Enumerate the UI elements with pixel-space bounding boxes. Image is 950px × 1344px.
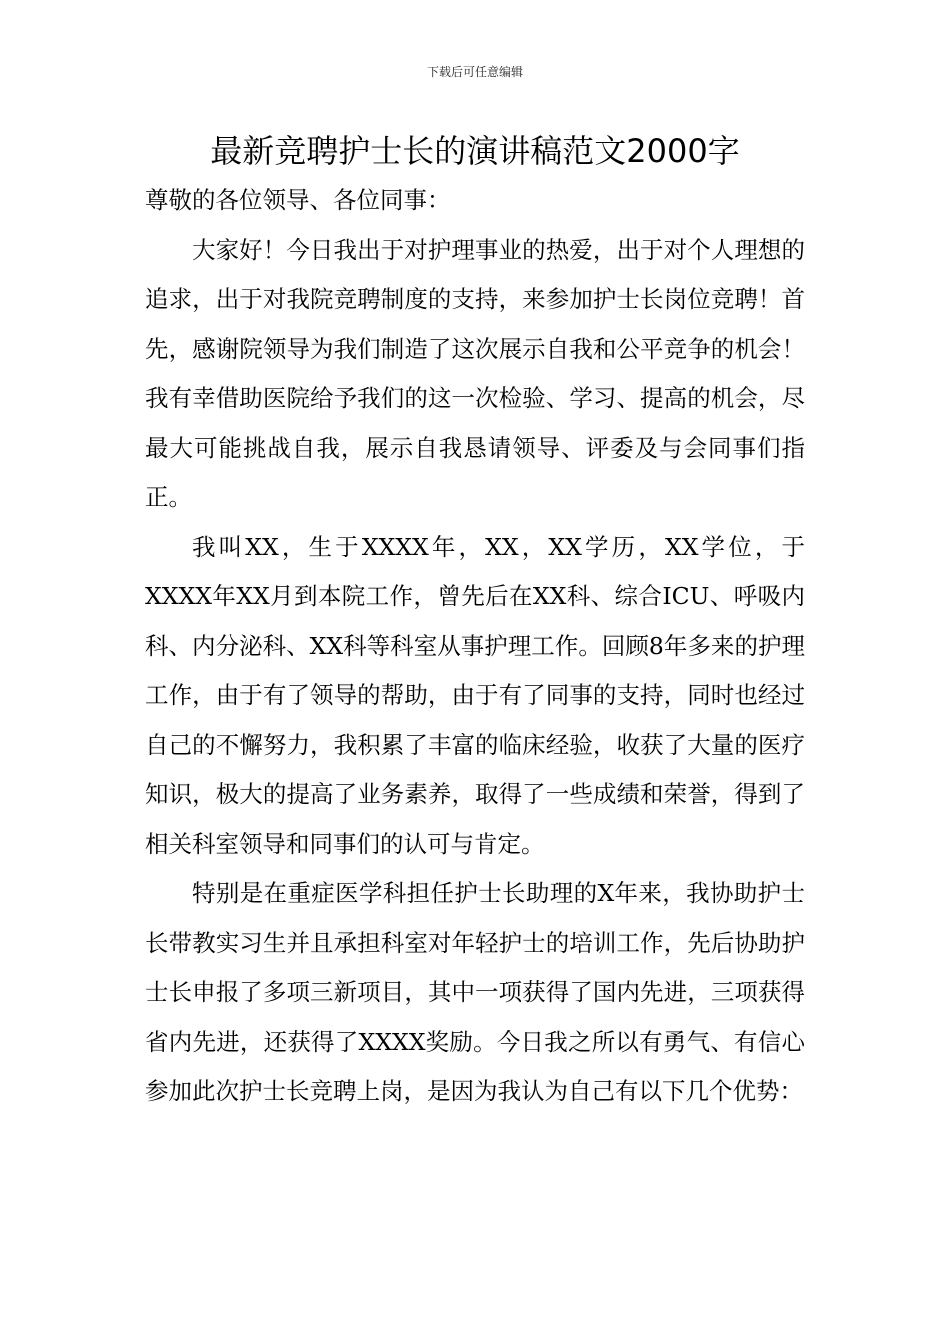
document-title: 最新竞聘护士长的演讲稿范文2000字: [210, 132, 740, 170]
salutation: 尊敬的各位领导、各位同事：: [145, 186, 451, 214]
header-note: 下载后可任意编辑: [426, 65, 523, 79]
paragraph-3: 特别是在重症医学科担任护士长助理的X年来，我协助护士长带教实习生并且承担科室对年轻护士的培训工作，先后协助护士长申报了多项三新项目，其中一项获得了国内先进，三项获得省内先进，还获得了XXXX奖励。今日我之所以有勇气、有信心参加此次护士长竞聘上岗，是因为我认为自己有以下几个优势：: [145, 879, 805, 1105]
paragraph-1: 大家好！今日我出于对护理事业的热爱，出于对个人理想的追求，出于对我院竞聘制度的支持，来参加护士长岗位竞聘！首先，感谢院领导为我们制造了这次展示自我和公平竞争的机会！我有幸借助医院给予我们的这一次检验、学习、提高的机会，尽最大可能挑战自我，展示自我恳请领导、评委及与会同事们指正。: [145, 235, 805, 511]
document-body: [145, 176, 805, 1117]
paragraph-2: 我叫XX，生于XXXX年，XX，XX学历，XX学位，于XXXX年XX月到本院工作，曾先后在XX科、综合ICU、呼吸内科、内分泌科、XX科等科室从事护理工作。回顾8年多来的护理工作，由于有了领导的帮助，由于有了同事的支持，同时也经过自己的不懈努力，我积累了丰富的临床经验，收获了大量的医疗知识，极大的提高了业务素养，取得了一些成绩和荣誉，得到了相关科室领导和同事们的认可与肯定。: [145, 532, 805, 858]
